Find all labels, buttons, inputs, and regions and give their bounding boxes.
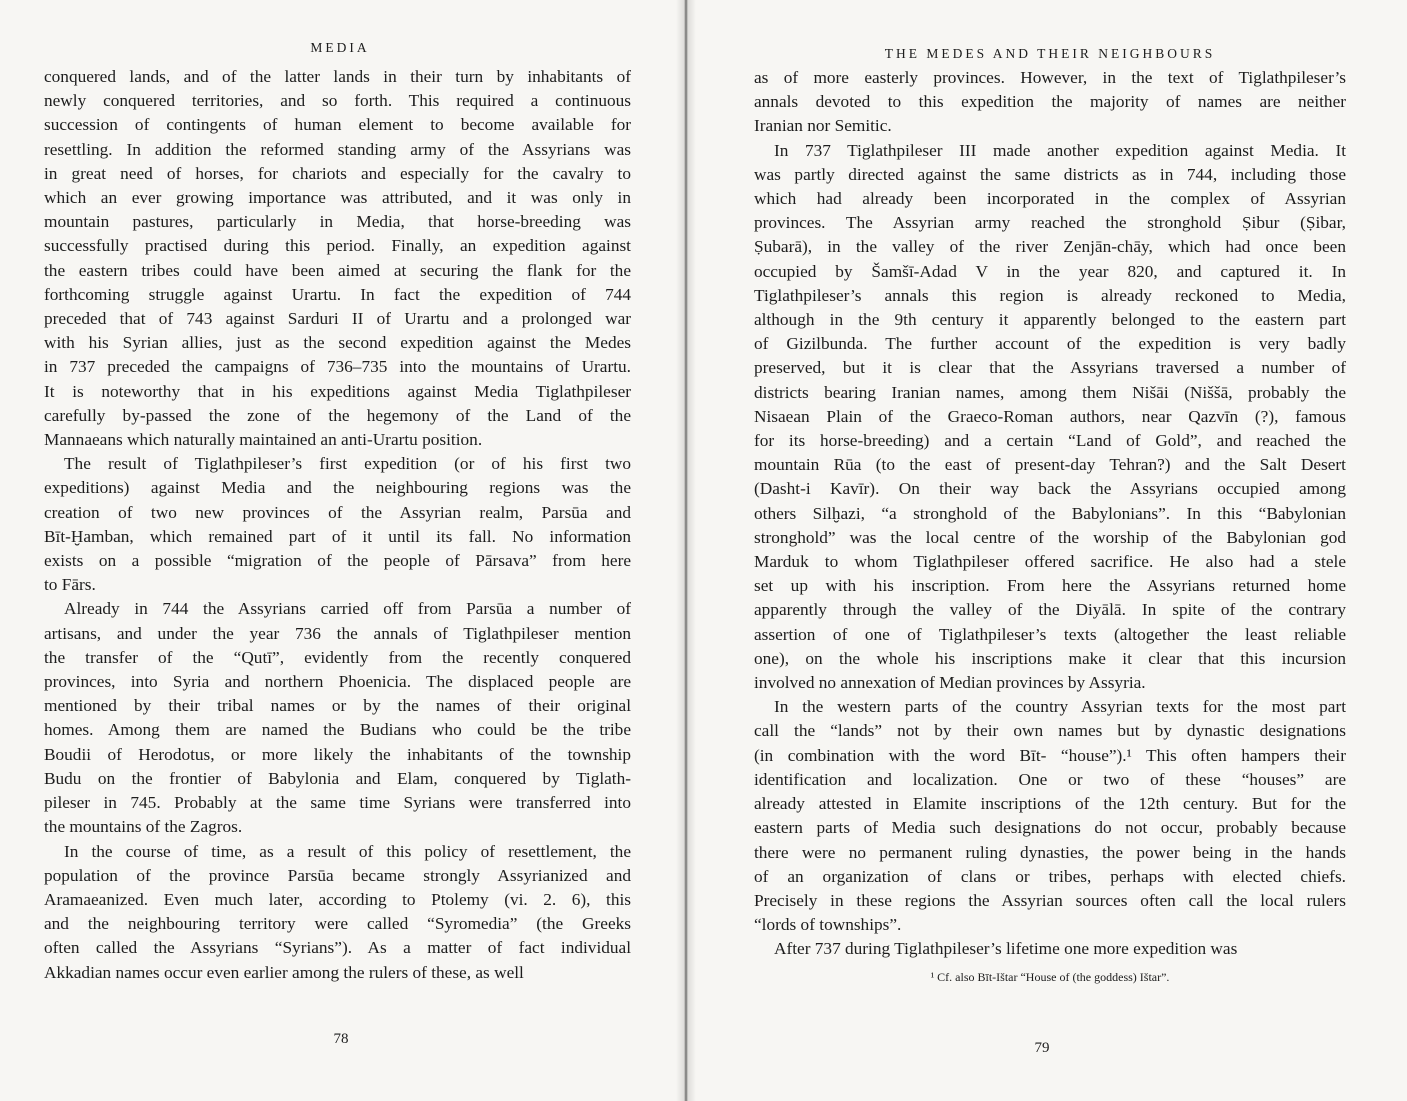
text-line: others Silḫazi, “a stronghold of the Babylonians”. In this “Babylonian: [754, 503, 1346, 523]
text-line: Precisely in these regions the Assyrian sources often call the local rulers: [754, 890, 1346, 910]
text-line: Boudii of Herodotus, or more likely the inhabitants of the township: [44, 744, 631, 764]
text-line: there were no permanent ruling dynasties, the power being in the hands: [754, 842, 1346, 862]
text-line: mountain Rūa (to the east of present-day Tehran?) and the Salt Desert: [754, 455, 1346, 475]
text-line: population of the province Parsūa became strongly Assyrianized and: [44, 865, 631, 885]
footnote: ¹ Cf. also Bīt-Ištar “House of (the goddess) Ištar”.: [930, 970, 1170, 984]
text-line: was partly directed against the same districts as in 744, including those: [754, 164, 1346, 184]
text-line: creation of two new provinces of the Assyrian realm, Parsūa and: [44, 502, 631, 522]
text-line: in great need of horses, for chariots and especially for the cavalry to: [44, 163, 631, 183]
text-line: of Gizilbunda. The further account of the expedition is very badly: [754, 334, 1346, 354]
text-line: mountain pastures, particularly in Media, that horse-breeding was: [44, 212, 631, 232]
paragraph: [754, 695, 1346, 937]
paragraph: [44, 65, 631, 452]
right-body-text: [754, 66, 1346, 962]
text-line: involved no annexation of Median provinces by Assyria.: [754, 673, 1146, 693]
text-line: the mountains of the Zagros.: [44, 817, 243, 837]
text-line: Nisaean Plain of the Graeco-Roman authors, near Qazvīn (?), famous: [754, 406, 1346, 426]
text-line: The result of Tiglathpileser’s first expedition (or of his first two: [64, 454, 631, 474]
text-line: (in combination with the word Bīt- “house”).¹ This often hampers their: [754, 745, 1346, 765]
paragraph: [44, 452, 631, 597]
paragraph: [44, 597, 631, 839]
text-line: to Fārs.: [44, 575, 96, 595]
text-line: provinces, into Syria and northern Phoenicia. The displaced people are: [44, 672, 631, 692]
text-line: succession of contingents of human element to become available for: [44, 115, 631, 135]
text-line: Mannaeans which naturally maintained an anti-Urartu position.: [44, 430, 483, 450]
text-line: in 737 preceded the campaigns of 736–735 into the mountains of Urartu.: [44, 357, 631, 377]
text-line: In the course of time, as a result of this policy of resettlement, the: [64, 841, 631, 861]
text-line: the eastern tribes could have been aimed at securing the flank for the: [44, 260, 631, 280]
text-line: which had already been incorporated in the complex of Assyrian: [754, 189, 1346, 209]
text-line: Aramaeanized. Even much later, according to Ptolemy (vi. 2. 6), this: [44, 889, 631, 909]
text-line: occupied by Šamšī-Adad V in the year 820, and captured it. In: [754, 261, 1346, 281]
running-head-right: THE MEDES AND THEIR NEIGHBOURS: [884, 46, 1216, 61]
text-line: resettling. In addition the reformed standing army of the Assyrians was: [44, 139, 631, 159]
text-line: successfully practised during this period. Finally, an expedition against: [44, 236, 631, 256]
text-line: for its horse-breeding) and a certain “Land of Gold”, and reached the: [754, 431, 1346, 451]
text-line: Already in 744 the Assyrians carried off from Parsūa a number of: [64, 599, 631, 619]
text-line: districts bearing Iranian names, among them Nišāi (Niššā, probably the: [754, 382, 1346, 402]
running-head-left: MEDIA: [310, 40, 370, 55]
page-number-right: 79: [1034, 1040, 1050, 1056]
page-number-left: 78: [333, 1031, 349, 1047]
left-body-text: [44, 65, 631, 985]
text-line: It is noteworthy that in his expeditions against Media Tiglathpileser: [44, 381, 631, 401]
text-line: preceded that of 743 against Sarduri II of Urartu and a prolonged war: [44, 309, 631, 329]
left-page: [0, 0, 686, 1101]
text-line: as of more easterly provinces. However, in the text of Tiglathpileser’s: [754, 68, 1346, 87]
paragraph: [754, 66, 1346, 139]
right-page: [686, 0, 1407, 1101]
text-line: forthcoming struggle against Urartu. In fact the expedition of 744: [44, 284, 631, 304]
text-line: Tiglathpileser’s annals this region is already reckoned to Media,: [754, 285, 1346, 305]
text-line: Iranian nor Semitic.: [754, 116, 892, 136]
paragraph: [754, 139, 1346, 696]
text-line: mentioned by their tribal names or by the names of their original: [44, 696, 631, 716]
text-line: which an ever growing importance was attributed, and it was only in: [44, 188, 631, 208]
text-line: assertion of one of Tiglathpileser’s texts (altogether the least reliable: [754, 624, 1346, 644]
text-line: Marduk to whom Tiglathpileser offered sacrifice. He also had a stele: [754, 552, 1346, 572]
text-line: although in the 9th century it apparently belonged to the eastern part: [754, 310, 1346, 330]
text-line: After 737 during Tiglathpileser’s lifetime one more expedition was: [774, 939, 1238, 959]
paragraph: [754, 937, 1346, 961]
text-line: In 737 Tiglathpileser III made another expedition against Media. It: [774, 140, 1346, 160]
text-line: set up with his inscription. From here the Assyrians returned home: [754, 576, 1346, 596]
text-line: identification and localization. One or two of these “houses” are: [754, 769, 1346, 789]
text-line: newly conquered territories, and so forth. This required a continuous: [44, 91, 631, 111]
text-line: often called the Assyrians “Syrians”). As a matter of fact individual: [44, 938, 631, 958]
text-line: conquered lands, and of the latter lands in their turn by inhabitants of: [44, 67, 631, 86]
text-line: already attested in Elamite inscriptions of the 12th century. But for the: [754, 794, 1346, 814]
text-line: call the “lands” not by their own names but by dynastic designations: [754, 721, 1346, 741]
text-line: Bīt-Ḫamban, which remained part of it until its fall. No information: [44, 526, 631, 546]
text-line: and the neighbouring territory were called “Syromedia” (the Greeks: [44, 914, 631, 934]
text-line: provinces. The Assyrian army reached the stronghold Ṣibur (Ṣibar,: [754, 213, 1346, 233]
text-line: In the western parts of the country Assyrian texts for the most part: [774, 697, 1346, 717]
text-line: expeditions) against Media and the neighbouring regions was the: [44, 478, 631, 498]
text-line: homes. Among them are named the Budians who could be the tribe: [44, 720, 631, 740]
text-line: artisans, and under the year 736 the annals of Tiglathpileser mention: [44, 623, 631, 643]
text-line: one), on the whole his inscriptions make it clear that this incursion: [754, 648, 1346, 668]
text-line: “lords of townships”.: [754, 915, 902, 935]
text-line: stronghold” was the local centre of the worship of the Babylonian god: [754, 527, 1346, 547]
text-line: the transfer of the “Qutī”, evidently from the recently conquered: [44, 647, 631, 667]
text-line: eastern parts of Media such designations do not occur, probably because: [754, 818, 1346, 838]
text-line: Akkadian names occur even earlier among the rulers of these, as well: [44, 962, 524, 982]
text-line: with his Syrian allies, just as the second expedition against the Medes: [44, 333, 631, 353]
text-line: of an organization of clans or tribes, perhaps with elected chiefs.: [754, 866, 1346, 886]
text-line: preserved, but it is clear that the Assyrians traversed a number of: [754, 358, 1346, 378]
paragraph: [44, 840, 631, 985]
text-line: Budu on the frontier of Babylonia and Elam, conquered by Tiglath-: [44, 768, 631, 788]
text-line: carefully by-passed the zone of the hegemony of the Land of the: [44, 405, 631, 425]
text-line: apparently through the valley of the Diyālā. In spite of the contrary: [754, 600, 1346, 620]
text-line: exists on a possible “migration of the people of Pārsava” from here: [44, 551, 631, 571]
text-line: Ṣubarā), in the valley of the river Zenjān-chāy, which had once been: [754, 237, 1346, 257]
text-line: (Dasht-i Kavīr). On their way back the Assyrians occupied among: [754, 479, 1346, 499]
text-line: pileser in 745. Probably at the same time Syrians were transferred into: [44, 793, 631, 813]
text-line: annals devoted to this expedition the majority of names are neither: [754, 92, 1346, 112]
